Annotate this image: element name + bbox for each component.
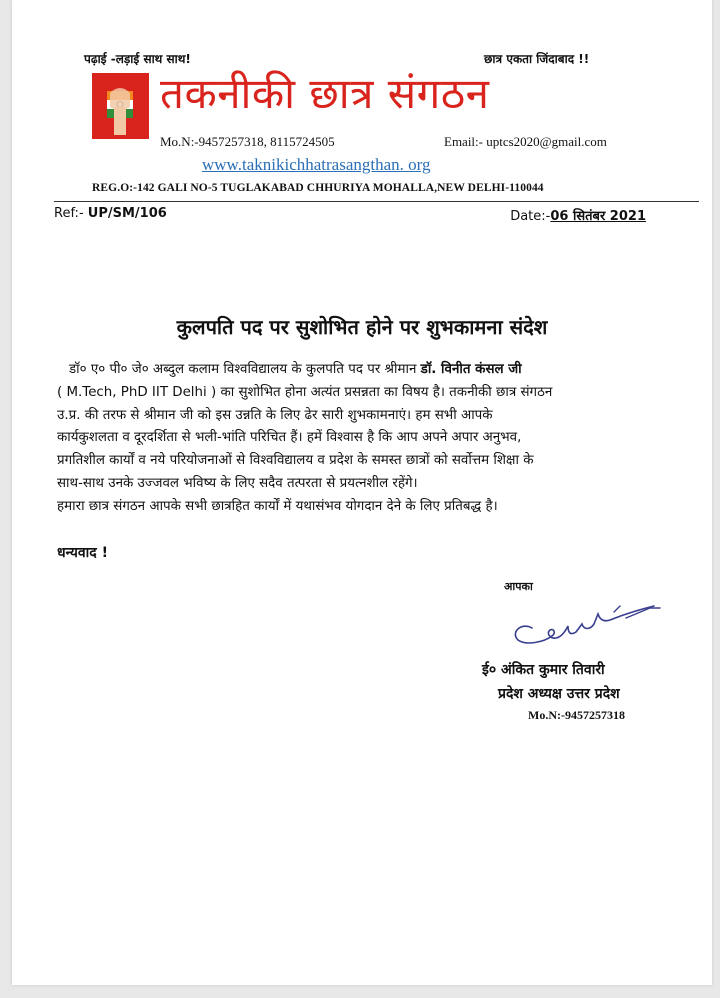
letter-heading: कुलपति पद पर सुशोभित होने पर शुभकामना संदेश	[176, 315, 548, 339]
body-line-5: प्रगतिशील कार्यों व नये परियोजनाओं से विश्वविद्यालय व प्रदेश के समस्त छात्रों को सर्वोत्तम शिक्षा के	[57, 453, 534, 469]
raised-fist-flag-logo-icon	[92, 73, 149, 139]
signatory-mobile: Mo.N:-9457257318	[528, 708, 625, 722]
org-name: तकनीकी छात्र संगठन	[160, 69, 490, 118]
signatory-name: ई० अंकित कुमार तिवारी	[482, 662, 605, 678]
registered-address: REG.O:-142 GALI NO-5 TUGLAKABAD CHHURIYA MOHALLA,NEW DELHI-110044	[92, 182, 544, 194]
body-line-1: डॉ० ए० पी० जे० अब्दुल कलाम विश्वविद्यालय के कुलपति पद पर श्रीमान डॉ. विनीत कंसल जी	[69, 362, 522, 377]
slogan-right: छात्र एकता जिंदाबाद !!	[484, 52, 590, 66]
signatory-title: प्रदेश अध्यक्ष उत्तर प्रदेश	[498, 686, 620, 702]
closing-text: आपका	[504, 580, 533, 593]
letter-page	[12, 0, 712, 985]
website-link[interactable]: www.taknikichhatrasangthan. org	[202, 155, 431, 174]
letter-body	[57, 359, 677, 519]
email-address[interactable]: Email:- uptcs2020@gmail.com	[444, 134, 607, 149]
date-label: Date:-	[510, 209, 551, 224]
reference-label: Ref:-	[54, 206, 84, 221]
body-line-3: उ.प्र. की तरफ से श्रीमान जी को इस उन्नति के लिए ढेर सारी शुभकामनाएं। हम सभी आपके	[57, 407, 493, 423]
thanks-text: धन्यवाद !	[57, 545, 108, 561]
letter-date	[510, 206, 646, 224]
reference-number	[54, 206, 167, 221]
mobile-numbers: Mo.N:-9457257318, 8115724505	[160, 134, 335, 149]
body-line-2: ( M.Tech, PhD IIT Delhi ) का सुशोभित होना अत्यंत प्रसन्नता का विषय है। तकनीकी छात्र संगठन	[57, 384, 553, 400]
handwritten-signature	[502, 598, 672, 650]
header-divider	[54, 201, 699, 202]
body-line-7: हमारा छात्र संगठन आपके सभी छात्रहित कार्यों में यथासंभव योगदान देने के लिए प्रतिबद्ध है।	[57, 498, 498, 514]
recipient-name: डॉ. विनीत कंसल जी	[420, 362, 522, 377]
date-value: 06 सितंबर 2021	[550, 209, 646, 224]
body-line-4: कार्यकुशलता व दूरदर्शिता से भली-भांति परिचित हैं। हमें विश्वास है कि आप अपने अपार अनुभव,	[57, 430, 522, 446]
slogan-left: पढ़ाई -लड़ाई साथ साथ!	[84, 52, 191, 66]
body-line-6: साथ-साथ उनके उज्जवल भविष्य के लिए सदैव तत्परता से प्रयत्नशील रहेंगे।	[57, 475, 418, 491]
reference-value: UP/SM/106	[87, 206, 167, 221]
